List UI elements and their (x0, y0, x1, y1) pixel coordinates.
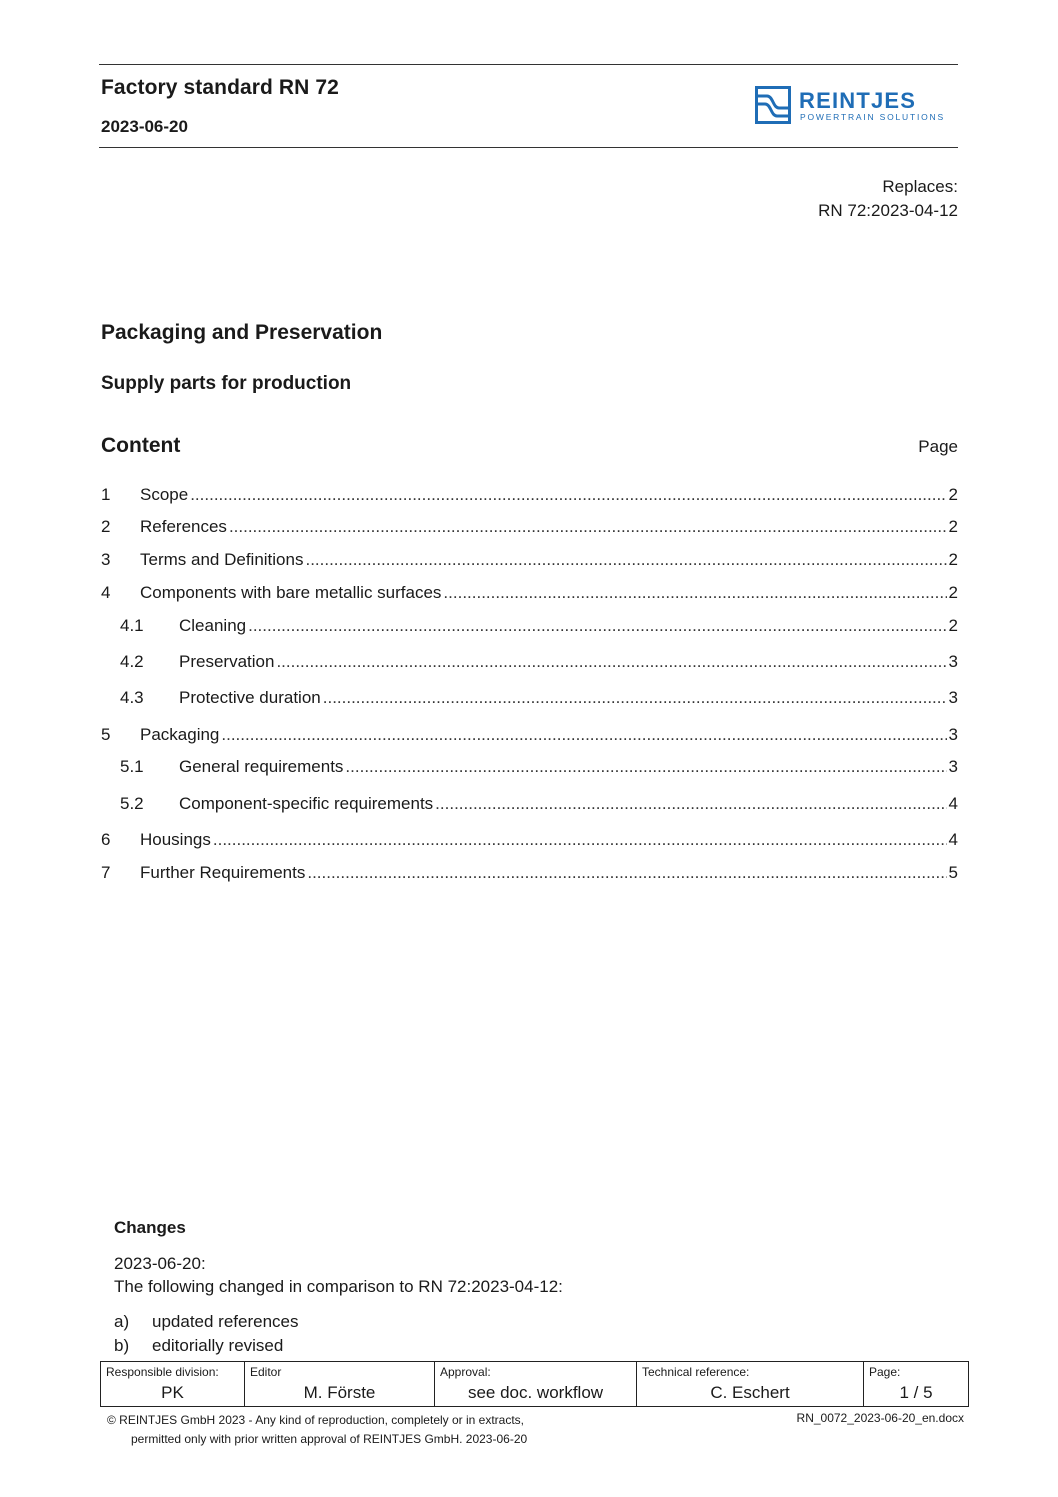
document-title: Factory standard RN 72 (101, 76, 339, 99)
toc-number: 3 (101, 550, 111, 569)
footer-cell-division (101, 1362, 245, 1407)
toc-label: Further Requirements (140, 863, 306, 882)
toc-label: Component-specific requirements (179, 794, 434, 813)
logo-wordmark: REINTJES (799, 88, 917, 113)
toc-leader (435, 792, 946, 816)
footer-value: 1 / 5 (899, 1383, 933, 1402)
change-item-marker: a) (114, 1312, 130, 1331)
footer-value: PK (161, 1383, 184, 1402)
toc-leader (221, 723, 946, 747)
toc-page: 2 (948, 583, 958, 602)
toc-entry[interactable] (101, 755, 958, 779)
toc-page-column-label: Page (918, 437, 958, 456)
toc-entry[interactable] (101, 650, 958, 674)
copyright-notice (107, 1411, 527, 1449)
change-item-text: editorially revised (152, 1336, 284, 1355)
toc-label: Components with bare metallic surfaces (140, 583, 442, 602)
toc-leader (443, 581, 946, 605)
toc-entry[interactable] (101, 515, 958, 539)
toc-page: 2 (948, 616, 958, 635)
footer-cell-technical-reference (637, 1362, 864, 1407)
toc-heading: Content (101, 434, 181, 457)
toc-page: 5 (948, 863, 958, 882)
toc-label: Preservation (179, 652, 275, 671)
toc-label: Protective duration (179, 688, 321, 707)
toc-number: 6 (101, 830, 111, 849)
toc-page: 3 (948, 757, 958, 776)
change-item-text: updated references (152, 1312, 299, 1331)
toc-number: 4.1 (120, 616, 144, 635)
document-date: 2023-06-20 (101, 117, 188, 136)
toc-label: References (140, 517, 227, 536)
toc-page: 2 (948, 517, 958, 536)
footer-cell-approval (435, 1362, 637, 1407)
toc-label: General requirements (179, 757, 344, 776)
toc-page: 4 (948, 830, 958, 849)
footer-info-table (100, 1361, 969, 1407)
changes-date: 2023-06-20: (114, 1254, 206, 1273)
toc-entry[interactable] (101, 723, 958, 747)
toc-entry[interactable] (101, 792, 958, 816)
toc-page: 3 (948, 688, 958, 707)
toc-entry[interactable] (101, 581, 958, 605)
toc-number: 2 (101, 517, 111, 536)
toc-page: 2 (948, 550, 958, 569)
toc-leader (229, 515, 947, 539)
toc-page: 3 (948, 652, 958, 671)
toc-number: 5 (101, 725, 111, 744)
copyright-line: © REINTJES GmbH 2023 - Any kind of reproduction, completely or in extracts, (107, 1413, 525, 1427)
toc-leader (345, 755, 946, 779)
replaces-block (818, 175, 958, 223)
toc-leader (276, 650, 946, 674)
footer-label: Page: (869, 1365, 901, 1379)
toc-number: 5.2 (120, 794, 144, 813)
toc-label: Packaging (140, 725, 220, 744)
toc-leader (323, 686, 947, 710)
toc-number: 4.2 (120, 652, 144, 671)
footer-cell-page (864, 1362, 969, 1407)
changes-heading: Changes (114, 1218, 186, 1237)
document-heading: Packaging and Preservation (101, 321, 383, 344)
footer-label: Responsible division: (106, 1365, 219, 1379)
document-subheading: Supply parts for production (101, 373, 352, 394)
footer-cell-editor (245, 1362, 435, 1407)
toc-entry[interactable] (101, 483, 958, 507)
toc-label: Housings (140, 830, 211, 849)
file-name: RN_0072_2023-06-20_en.docx (796, 1411, 964, 1425)
toc-number: 1 (101, 485, 111, 504)
toc-entry[interactable] (101, 614, 958, 638)
footer-value: M. Förste (303, 1383, 376, 1402)
toc-leader (213, 828, 947, 852)
toc-leader (305, 548, 946, 572)
toc-label: Terms and Definitions (140, 550, 304, 569)
toc-number: 7 (101, 863, 111, 882)
header-top-rule (99, 64, 958, 65)
toc-entry[interactable] (101, 686, 958, 710)
logo-tagline: POWERTRAIN SOLUTIONS (800, 112, 945, 122)
logo-mark-icon (755, 86, 791, 124)
toc-leader (307, 861, 946, 885)
toc-page: 4 (948, 794, 958, 813)
copyright-line: permitted only with prior written approval of REINTJES GmbH. 2023-06-20 (131, 1432, 528, 1446)
footer-value: C. Eschert (710, 1383, 790, 1402)
footer-value: see doc. workflow (467, 1383, 604, 1402)
footer-label: Editor (250, 1365, 282, 1379)
toc-page: 3 (948, 725, 958, 744)
toc-page: 2 (948, 485, 958, 504)
changes-intro: The following changed in comparison to RN 72:2023-04-12: (114, 1277, 563, 1296)
header-bottom-rule (99, 147, 958, 148)
reintjes-logo (755, 86, 960, 126)
toc-leader (190, 483, 946, 507)
toc-number: 5.1 (120, 757, 144, 776)
footer-label: Technical reference: (642, 1365, 750, 1379)
toc-entry[interactable] (101, 828, 958, 852)
toc-entry[interactable] (101, 861, 958, 885)
replaces-label: Replaces: (882, 177, 958, 196)
toc-number: 4.3 (120, 688, 144, 707)
toc-entry[interactable] (101, 548, 958, 572)
change-item-marker: b) (114, 1336, 130, 1355)
toc-leader (248, 614, 946, 638)
toc-label: Cleaning (179, 616, 247, 635)
toc-number: 4 (101, 583, 111, 602)
toc-label: Scope (140, 485, 189, 504)
footer-label: Approval: (440, 1365, 491, 1379)
replaces-value: RN 72:2023-04-12 (818, 201, 958, 220)
